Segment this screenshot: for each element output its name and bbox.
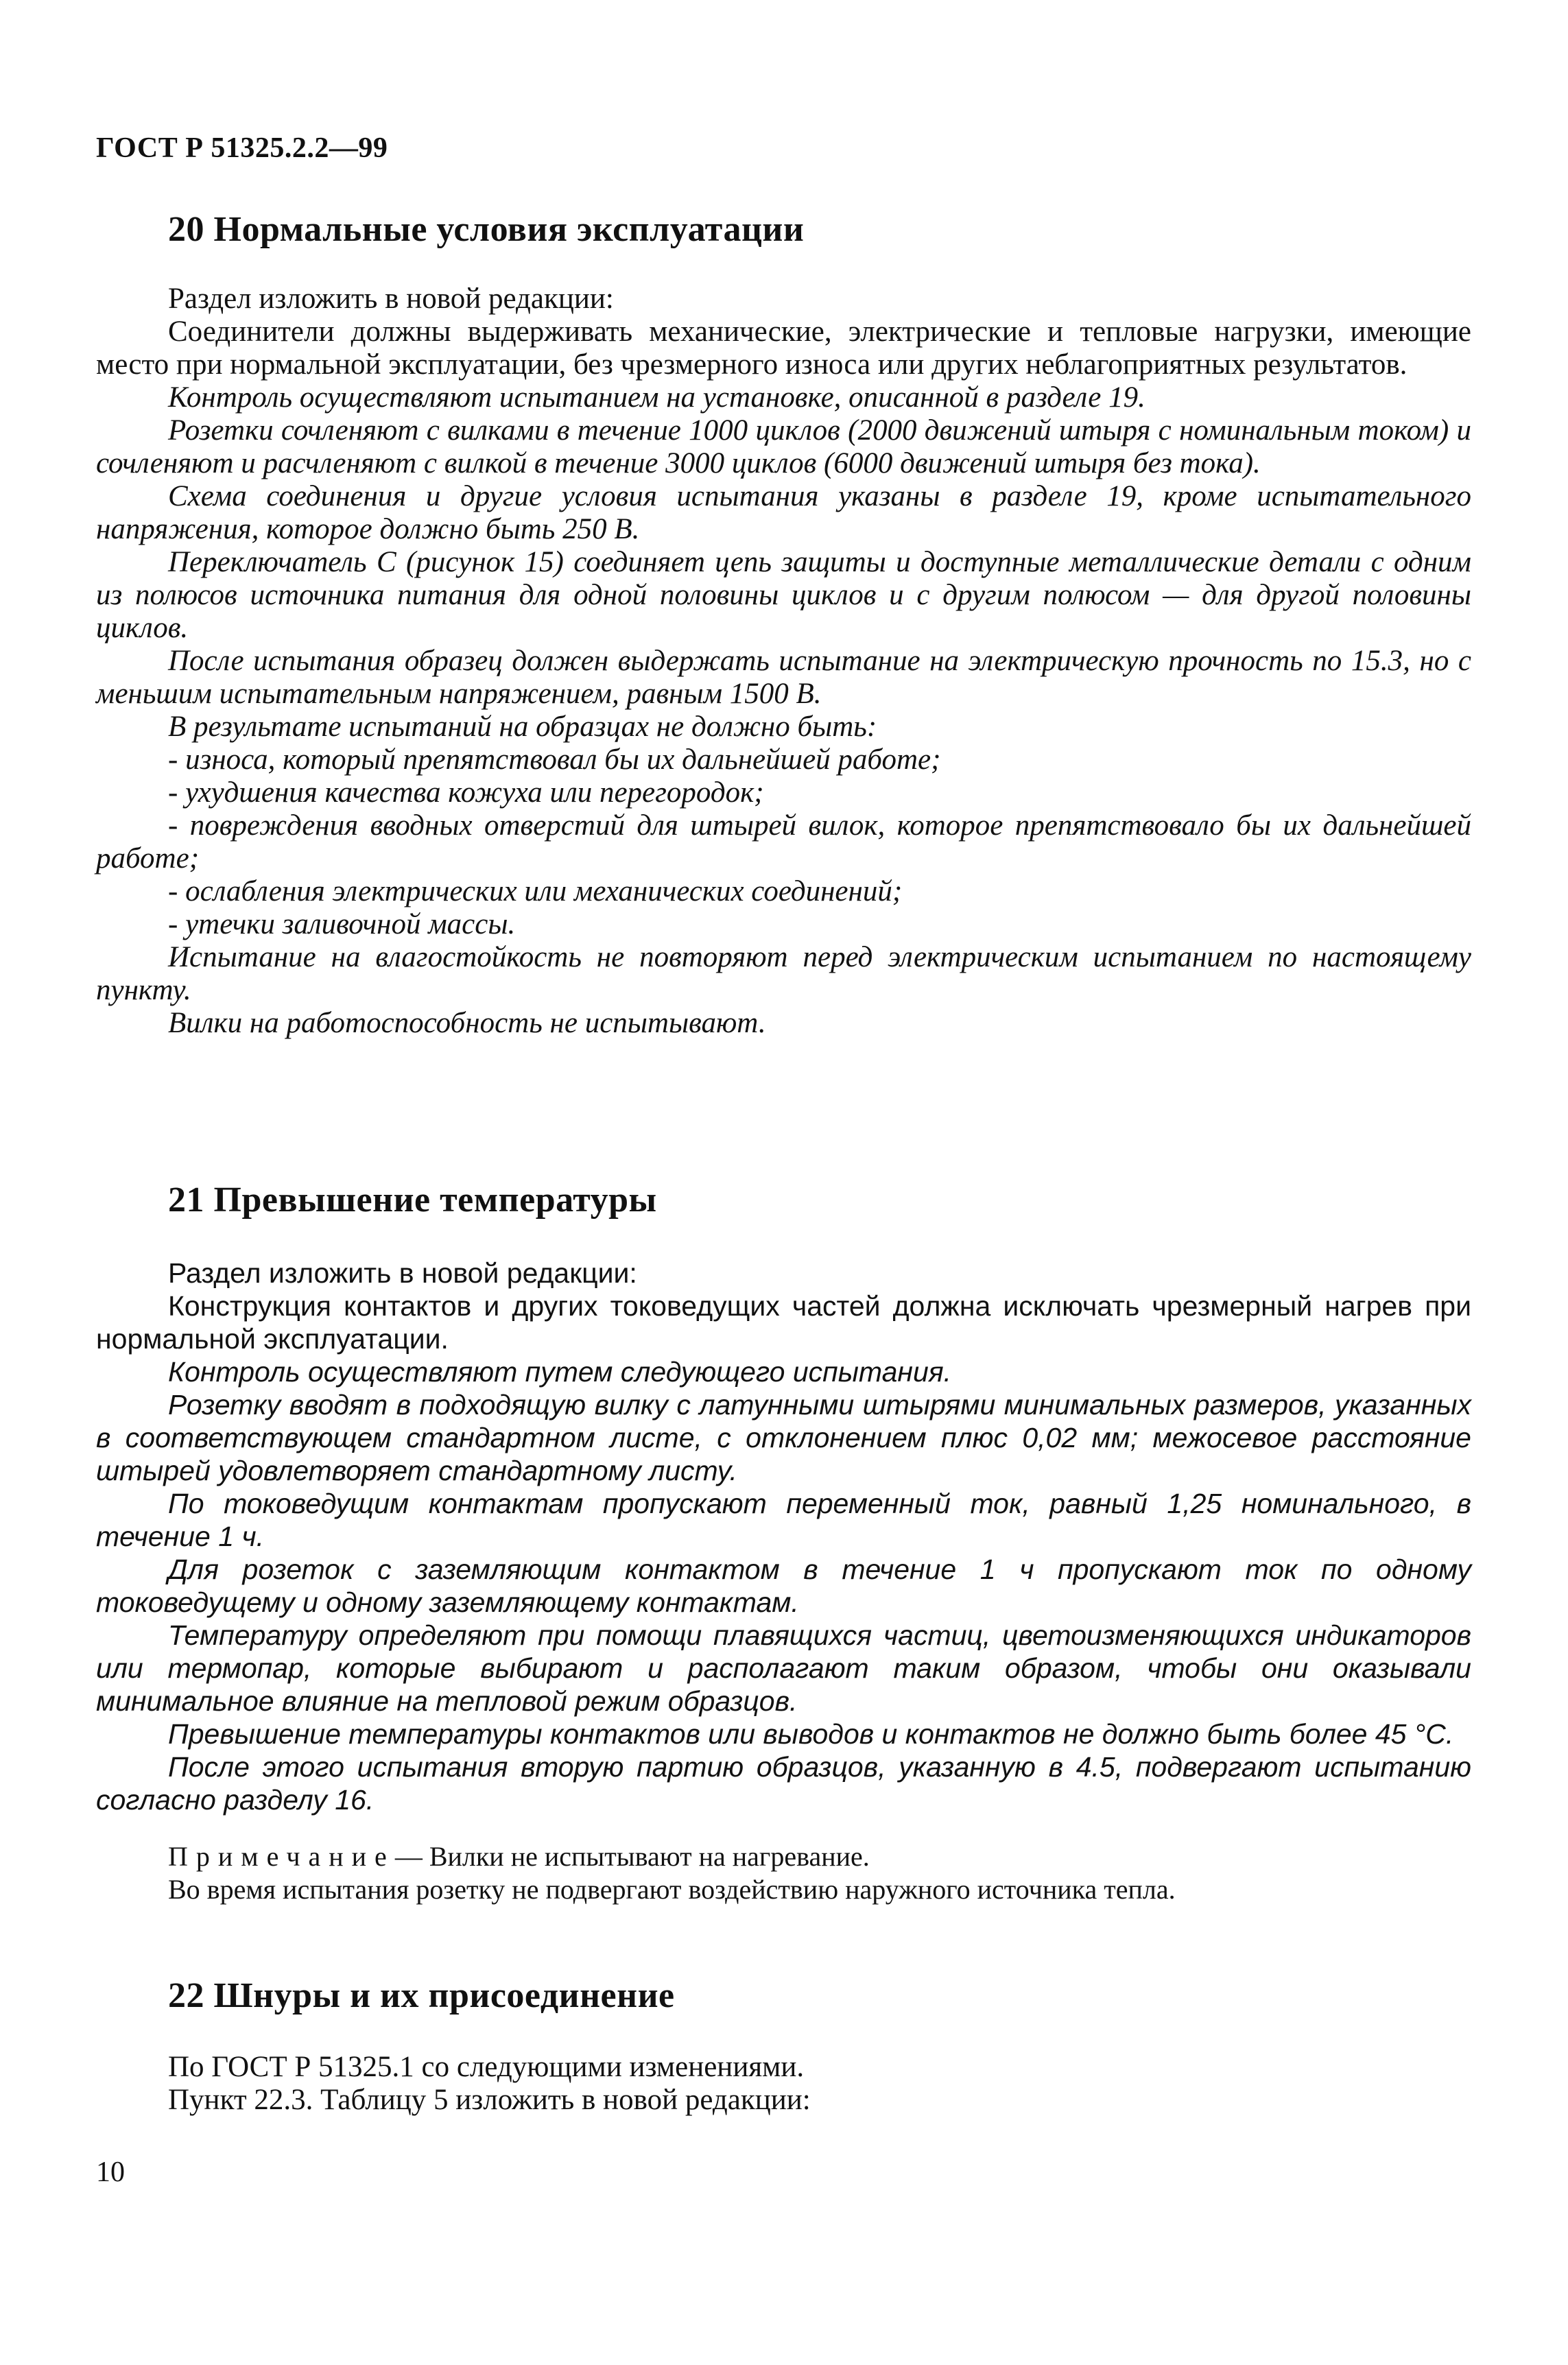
section-20-paragraph: Контроль осуществляют испытанием на установке, описанной в разделе 19. [168,381,1145,414]
section-20-body [96,283,1471,1040]
section-21-title: 21 Превышение температуры [168,1180,657,1220]
section-20-list-item: - повреждения вводных отверстий для штырей вилок, которое препятствовало бы их дальнейшей работе; [96,809,1471,875]
section-20-paragraph: Переключатель С (рисунок 15) соединяет цепь защиты и доступные металлические детали с одним из полюсов источника питания для одной половины циклов и с другим полюсом — для другой половины циклов. [96,546,1471,644]
section-20-list-item: - износа, который препятствовал бы их дальнейшей работе; [168,744,941,776]
note-line-2: Во время испытания розетку не подвергают воздействию наружного источника тепла. [168,1874,1176,1905]
section-20-list-item: - утечки заливочной массы. [168,908,516,940]
section-21-paragraph: Для розеток с заземляющим контактом в течение 1 ч пропускают ток по одному токоведущему и одному заземляющему контактам. [96,1554,1471,1618]
section-21-paragraph: Превышение температуры контактов или выводов и контактов не должно быть более 45 °С. [168,1718,1454,1750]
page-number: 10 [96,2156,125,2188]
note-line-1 [168,1840,1471,1873]
section-22-title: 22 Шнуры и их присоединение [168,1976,675,2015]
section-21-paragraph: По токоведущим контактам пропускают переменный ток, равный 1,25 номинального, в течение 1 ч. [96,1488,1471,1552]
section-21-note [168,1840,1471,1906]
note-text: — Вилки не испытывают на нагревание. [394,1841,870,1872]
section-22-paragraph: По ГОСТ Р 51325.1 со следующими изменениями. [168,2051,805,2083]
section-20-paragraph: Соединители должны выдерживать механические, электрические и тепловые нагрузки, имеющие место при нормальной эксплуатации, без чрезмерного износа или других неблагоприятных результатов. [96,316,1471,381]
section-21-paragraph: Контроль осуществляют путем следующего испытания. [168,1356,952,1388]
document-header: ГОСТ Р 51325.2.2—99 [96,132,388,164]
section-20-paragraph: Схема соединения и другие условия испытания указаны в разделе 19, кроме испытательного напряжения, которое должно быть 250 В. [96,480,1471,545]
section-22-body [96,2051,1471,2117]
section-20-paragraph: Испытание на влагостойкость не повторяют перед электрическим испытанием по настоящему пункту. [96,941,1471,1006]
section-21-body [96,1257,1471,1816]
section-20-paragraph: Раздел изложить в новой редакции: [168,283,614,315]
section-20-paragraph: После испытания образец должен выдержать испытание на электрическую прочность по 15.3, но с меньшим испытательным напряжением, равным 1500 В. [96,645,1471,710]
section-20-paragraph: Розетки сочленяют с вилками в течение 1000 циклов (2000 движений штыря с номинальным током) и сочленяют и расчленяют с вилкой в течение 3000 циклов (6000 движений штыря без тока). [96,414,1471,479]
section-20-list-item: - ослабления электрических или механических соединений; [168,875,903,907]
section-20-paragraph: В результате испытаний на образцах не должно быть: [168,711,877,743]
section-22-paragraph: Пункт 22.3. Таблицу 5 изложить в новой редакции: [168,2084,811,2116]
section-20-paragraph: Вилки на работоспособность не испытывают. [168,1007,766,1039]
section-21-paragraph: Температуру определяют при помощи плавящихся частиц, цветоизменяющихся индикаторов или термопар, которые выбирают и располагают таким образом, чтобы они оказывали минимальное влияние на тепловой режим образцов. [96,1619,1471,1717]
section-21-paragraph: После этого испытания вторую партию образцов, указанную в 4.5, подвергают испытанию согласно разделу 16. [96,1751,1471,1816]
section-20-title: 20 Нормальные условия эксплуатации [168,210,805,249]
note-label: Примечание [168,1841,395,1872]
section-20-list-item: - ухудшения качества кожуха или перегородок; [168,776,764,809]
section-21-paragraph: Розетку вводят в подходящую вилку с латунными штырями минимальных размеров, указанных в соответствующем стандартном листе, с отклонением плюс 0,02 мм; межосевое расстояние штырей удовлетворяет стандартному листу. [96,1389,1471,1486]
section-21-paragraph: Конструкция контактов и других токоведущих частей должна исключать чрезмерный нагрев при нормальной эксплуатации. [96,1290,1471,1355]
section-21-paragraph: Раздел изложить в новой редакции: [168,1257,637,1289]
